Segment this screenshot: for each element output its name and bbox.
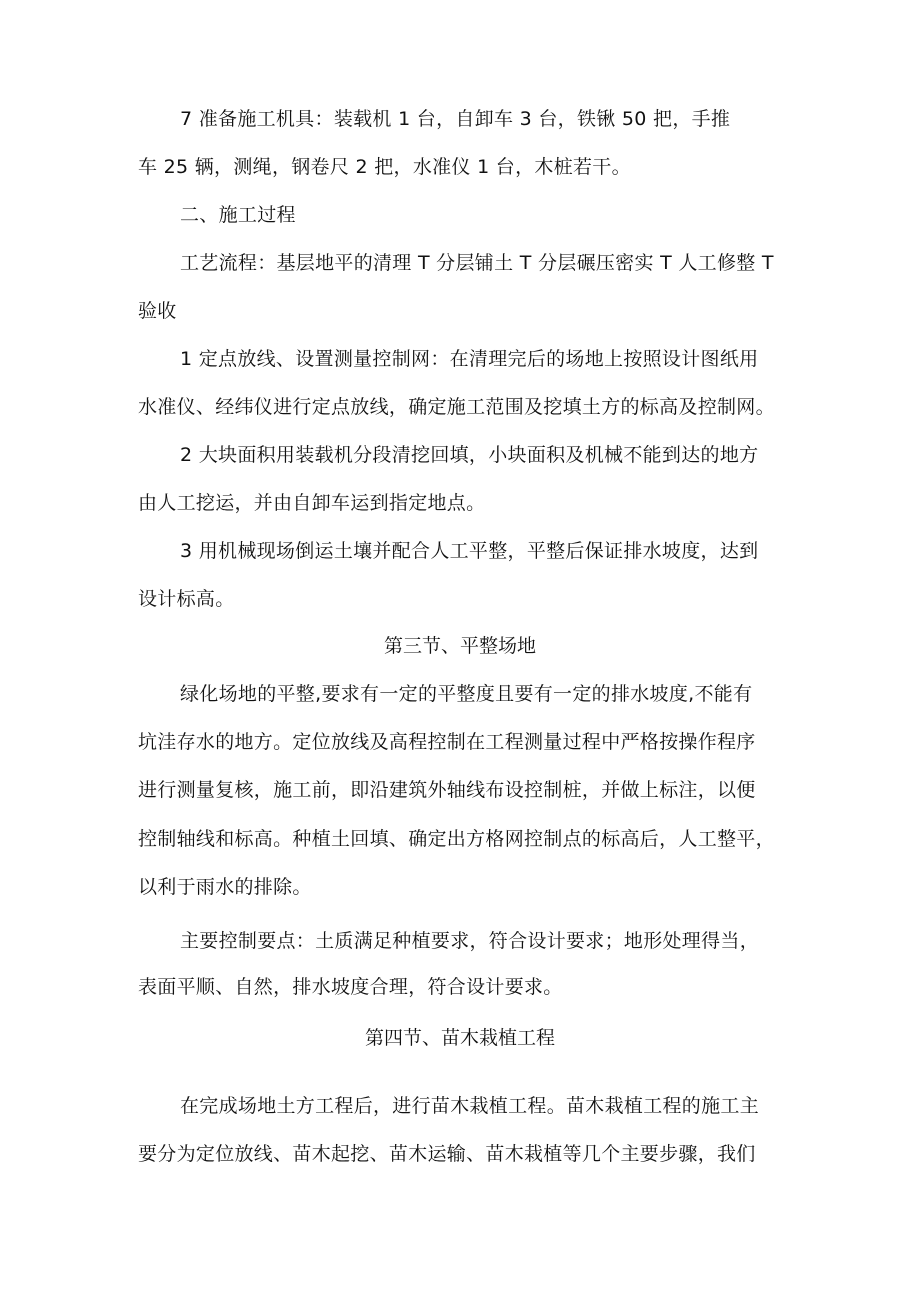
paragraph-line: 水准仪、经纬仪进行定点放线，确定施工范围及挖填土方的标高及控制网。 [138, 396, 775, 418]
section-title: 第四节、苗木栽植工程 [364, 1027, 555, 1049]
paragraph-line: 控制轴线和标高。种植土回填、确定出方格网控制点的标高后，人工整平， [138, 828, 775, 850]
paragraph-line: 要分为定位放线、苗木起挖、苗木运输、苗木栽植等几个主要步骤，我们 [138, 1143, 756, 1165]
paragraph-line: 车 25 辆，测绳，钢卷尺 2 把，水准仪 1 台，木桩若干。 [138, 156, 631, 178]
paragraph-line: 表面平顺、自然，排水坡度合理，符合设计要求。 [138, 976, 563, 998]
section-heading: 二、施工过程 [180, 204, 296, 226]
paragraph-line: 验收 [138, 300, 177, 322]
paragraph-line: 7 准备施工机具：装载机 1 台，自卸车 3 台，铁锹 50 把，手推 [180, 108, 731, 130]
paragraph-line: 绿化场地的平整,要求有一定的平整度且要有一定的排水坡度,不能有 [180, 683, 753, 705]
section-title: 第三节、平整场地 [383, 635, 536, 657]
paragraph-line: 坑洼存水的地方。定位放线及高程控制在工程测量过程中严格按操作程序 [138, 731, 756, 753]
paragraph-line: 以利于雨水的排除。 [138, 876, 312, 898]
paragraph-line: 2 大块面积用装载机分段清挖回填，小块面积及机械不能到达的地方 [180, 444, 759, 466]
paragraph-line: 3 用机械现场倒运土壤并配合人工平整，平整后保证排水坡度，达到 [180, 540, 759, 562]
paragraph-line: 由人工挖运，并由自卸车运到指定地点。 [138, 492, 486, 514]
paragraph-line: 进行测量复核，施工前，即沿建筑外轴线布设控制桩，并做上标注，以便 [138, 779, 756, 801]
paragraph-line: 设计标高。 [138, 588, 235, 610]
paragraph-line: 1 定点放线、设置测量控制网：在清理完后的场地上按照设计图纸用 [180, 348, 759, 370]
paragraph-line: 主要控制要点：土质满足种植要求，符合设计要求；地形处理得当， [180, 930, 760, 952]
paragraph-line: 在完成场地土方工程后，进行苗木栽植工程。苗木栽植工程的施工主 [180, 1095, 760, 1117]
paragraph-line: 工艺流程：基层地平的清理 T 分层铺土 T 分层碾压密实 T 人工修整 T [180, 252, 774, 274]
